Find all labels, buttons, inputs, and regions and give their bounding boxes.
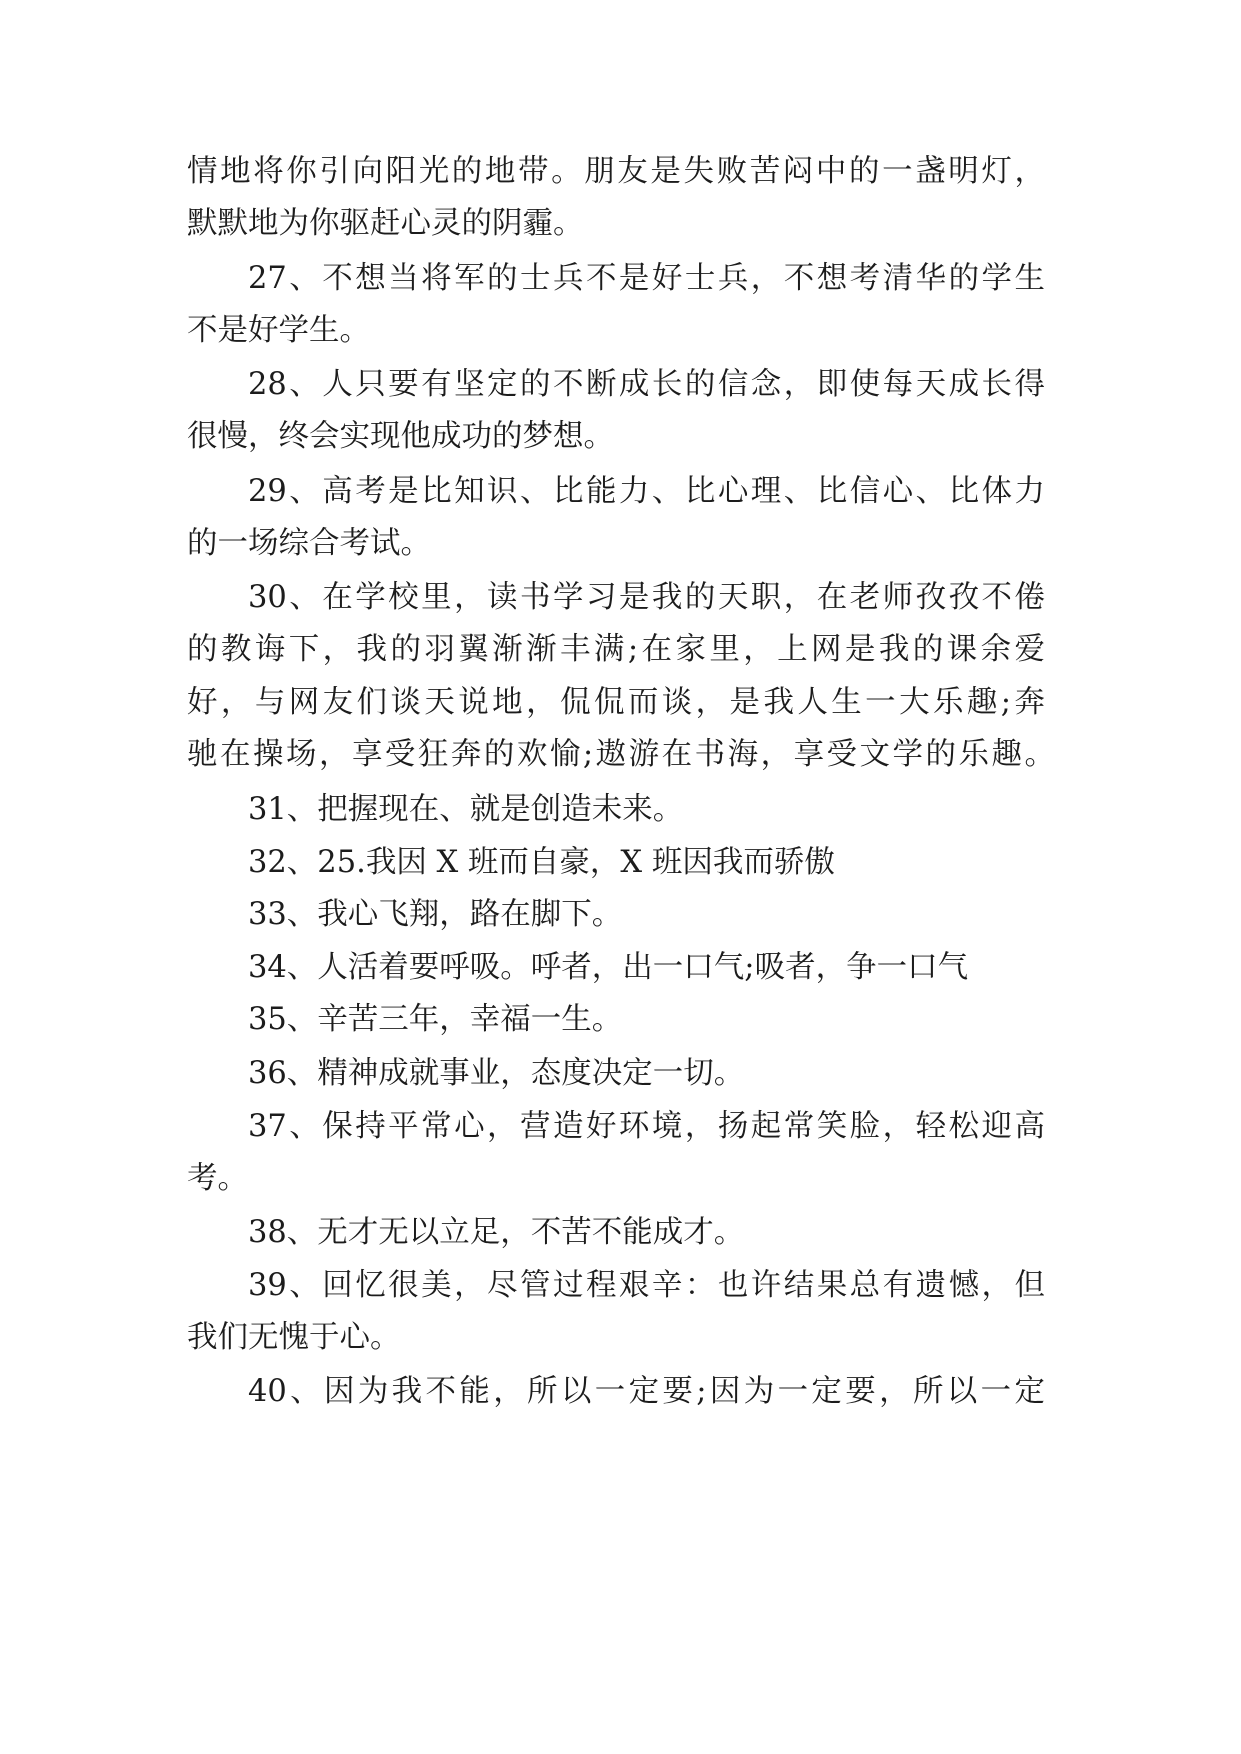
text-line: 33、我心飞翔，路在脚下。 <box>248 897 623 932</box>
text-line: 我们无愧于心。 <box>187 1320 401 1355</box>
text-line: 驰在操场，享受狂奔的欢愉;遨游在书海，享受文学的乐趣。 <box>187 737 1055 772</box>
text-line: 34、人活着要呼吸。呼者，出一口气;吸者，争一口气 <box>248 950 969 985</box>
text-line: 不是好学生。 <box>187 313 370 348</box>
text-line: 29、高考是比知识、比能力、比心理、比信心、比体力 <box>248 474 1045 509</box>
text-line: 好，与网友们谈天说地，侃侃而谈，是我人生一大乐趣;奔 <box>187 685 1045 720</box>
text-line: 27、不想当将军的士兵不是好士兵，不想考清华的学生 <box>248 261 1045 296</box>
text-line: 很慢，终会实现他成功的梦想。 <box>187 419 614 454</box>
text-line: 37、保持平常心，营造好环境，扬起常笑脸，轻松迎高 <box>248 1109 1045 1144</box>
text-line: 考。 <box>187 1161 248 1196</box>
text-line: 36、精神成就事业，态度决定一切。 <box>248 1056 745 1091</box>
text-line: 32、25.我因 X 班而自豪，X 班因我而骄傲 <box>248 845 835 880</box>
text-line: 35、辛苦三年，幸福一生。 <box>248 1002 623 1037</box>
text-line: 的一场综合考试。 <box>187 526 431 561</box>
text-line: 39、回忆很美，尽管过程艰辛：也许结果总有遗憾，但 <box>248 1268 1045 1303</box>
text-line: 28、人只要有坚定的不断成长的信念，即使每天成长得 <box>248 367 1045 402</box>
text-line: 情地将你引向阳光的地带。朋友是失败苦闷中的一盏明灯， <box>187 154 1045 189</box>
text-line: 的教诲下，我的羽翼渐渐丰满;在家里，上网是我的课余爱 <box>187 632 1045 667</box>
text-line: 30、在学校里，读书学习是我的天职，在老师孜孜不倦 <box>248 580 1045 615</box>
text-line: 31、把握现在、就是创造未来。 <box>248 792 684 827</box>
text-line: 38、无才无以立足，不苦不能成才。 <box>248 1215 745 1250</box>
text-line: 40、因为我不能，所以一定要;因为一定要，所以一定 <box>248 1374 1045 1409</box>
text-line: 默默地为你驱赶心灵的阴霾。 <box>187 206 584 241</box>
